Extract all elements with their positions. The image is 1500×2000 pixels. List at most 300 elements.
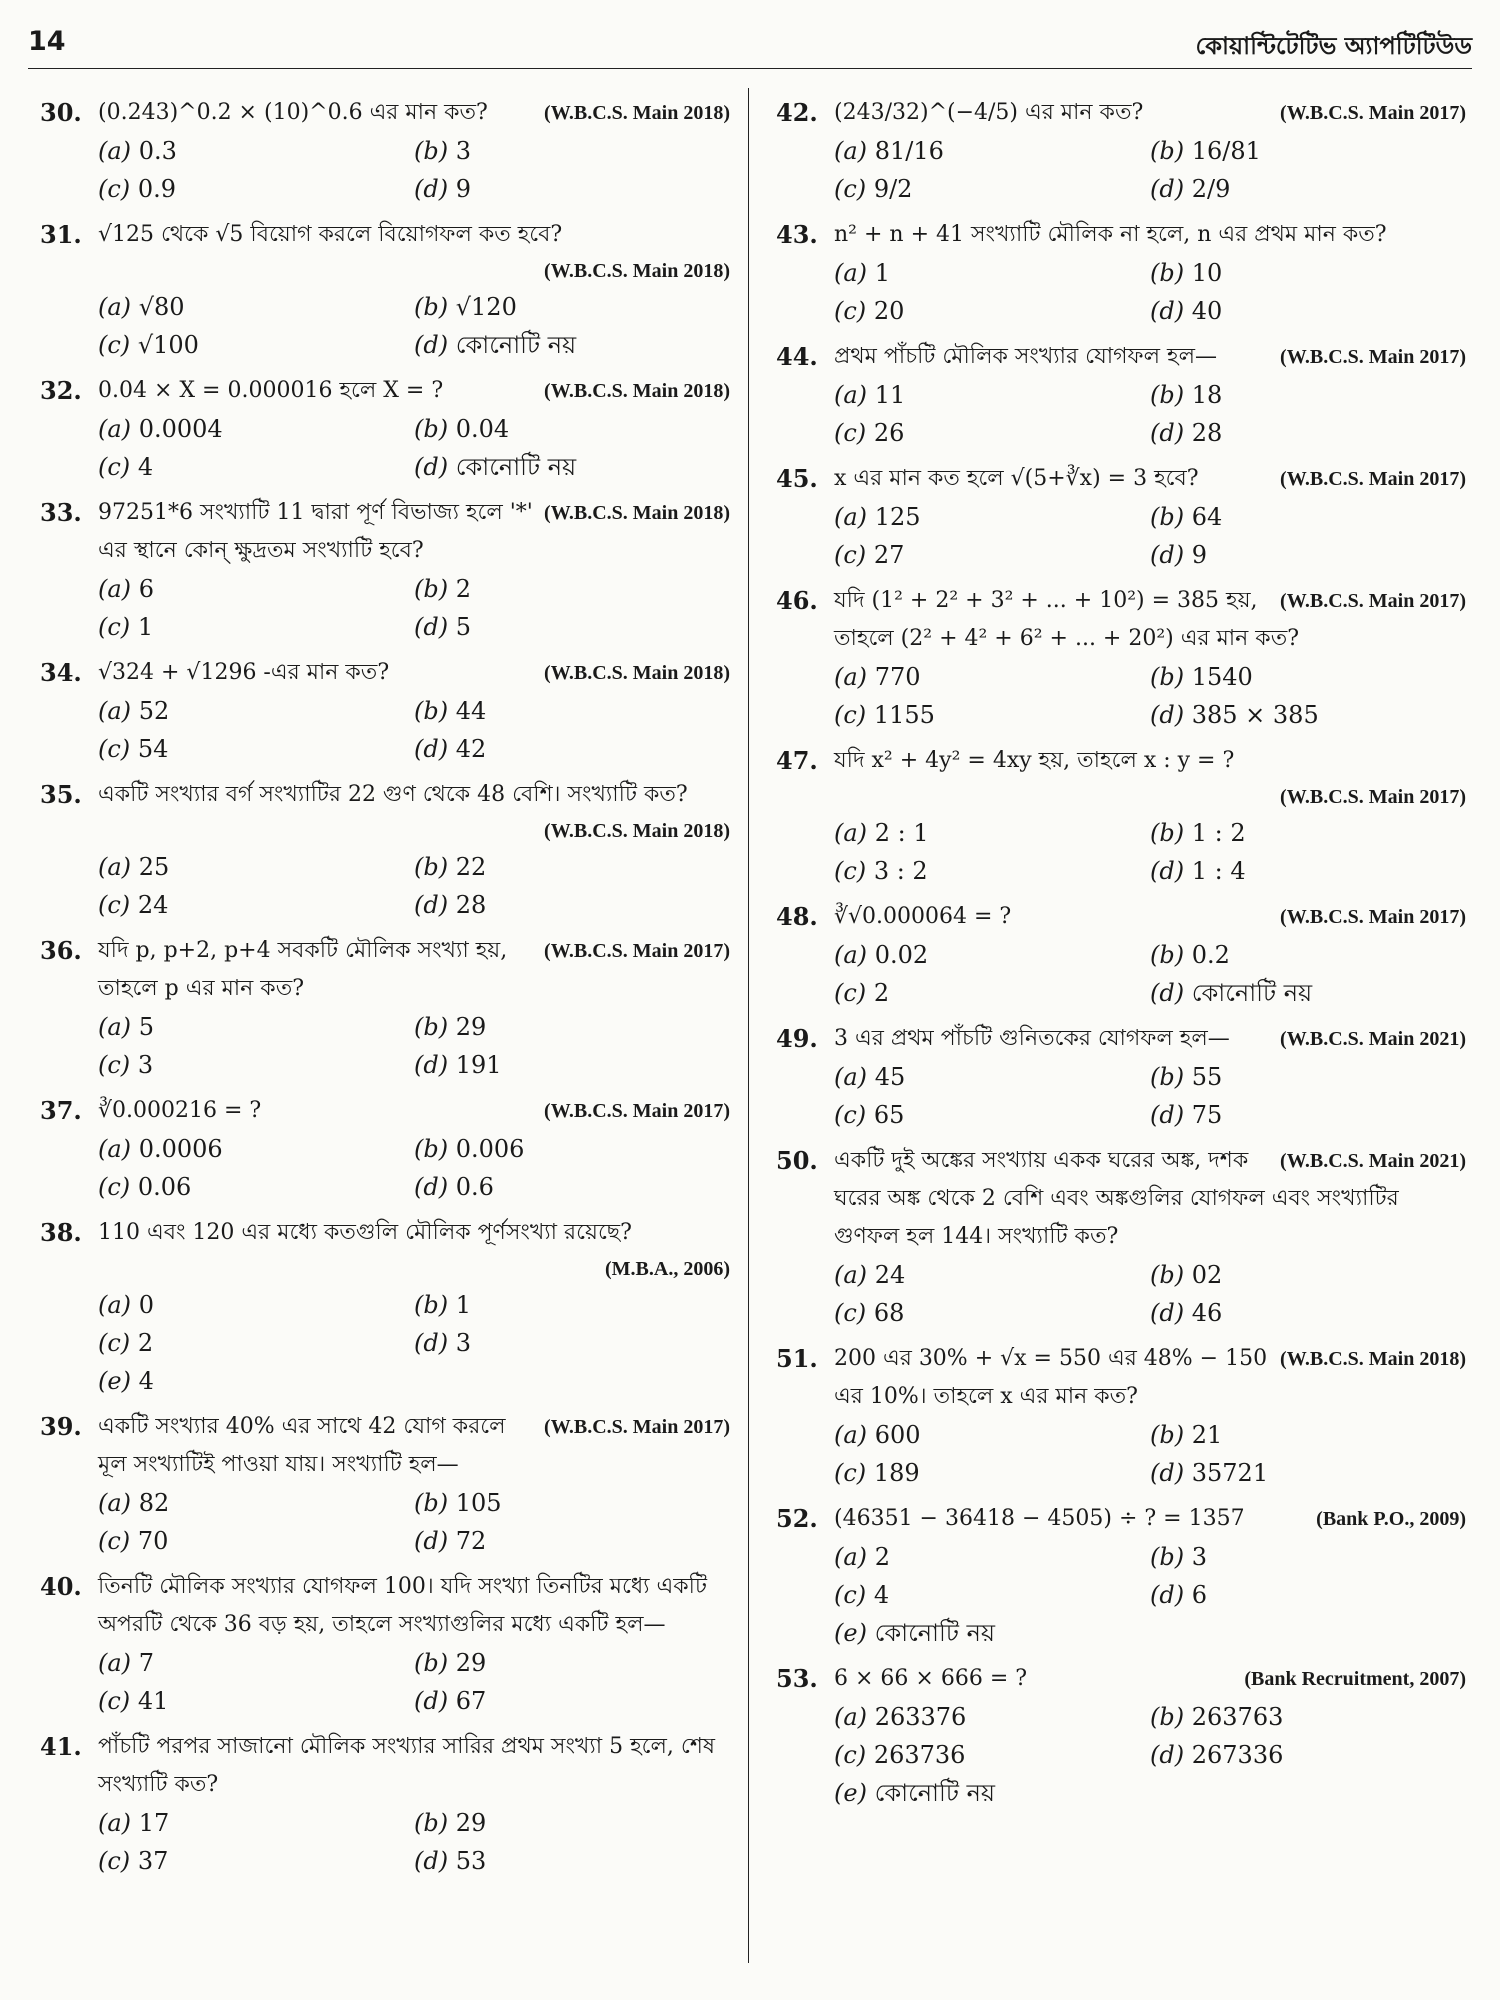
options-list [834,1256,1466,1332]
option-value: কোনোটি নয় [455,453,577,481]
option-value: 26 [873,419,905,447]
option [98,410,414,448]
option-label: (a) [834,503,868,531]
question-number: 31. [40,220,82,249]
option [98,730,414,768]
option-value: 0.0004 [138,415,223,443]
question-text: ∛√0.000064 = ? [834,904,1012,929]
option [98,1362,414,1400]
option-label: (d) [1150,701,1185,729]
option-label: (d) [414,453,449,481]
option [834,254,1150,292]
option-value: 0.02 [874,941,929,969]
question-52 [776,1500,1466,1652]
option [1150,1256,1466,1294]
question-text: একটি সংখ্যার বর্গ সংখ্যাটির 22 গুণ থেকে 48 বেশি। সংখ্যাটি কত? [98,782,688,807]
option-label: (e) [98,1367,131,1395]
question-text-block [834,216,1466,254]
question-source: (Bank P.O., 2009) [1316,1508,1466,1530]
question-text-block [98,1092,730,1130]
option-label: (b) [1150,1261,1185,1289]
option-value: 770 [874,663,921,691]
option-label: (d) [414,175,449,203]
column-divider [748,88,749,1963]
question-text: x এর মান কত হলে √(5+∛x) = 3 হবে? [834,466,1199,491]
option-label: (b) [1150,259,1185,287]
option [834,1538,1150,1576]
option-value: 0.9 [137,175,176,203]
option [414,1286,730,1324]
option-label: (a) [98,697,132,725]
option [98,1842,414,1880]
option-value: 2 [455,575,472,603]
option [414,132,730,170]
option-value: 24 [137,891,169,919]
option-value: 263736 [873,1741,966,1769]
question-text: তিনটি মৌলিক সংখ্যার যোগফল 100। যদি সংখ্যা তিনটির মধ্যে একটি অপরটি থেকে 36 বড় হয়, তাহলে সংখ্যাগুলির মধ্যে একটি হল— [98,1574,707,1637]
option-value: 9 [455,175,472,203]
option-value: 2 : 1 [874,819,929,847]
question-text: 97251*6 সংখ্যাটি 11 দ্বারা পূর্ণ বিভাজ্য হলে '*' এর স্থানে কোন্ ক্ষুদ্রতম সংখ্যাটি হবে? [98,500,533,563]
option-label: (b) [414,1291,449,1319]
options-list [98,848,730,924]
question-text: (46351 − 36418 − 4505) ÷ ? = 1357 [834,1506,1245,1531]
question-51 [776,1340,1466,1492]
option-label: (b) [1150,1543,1185,1571]
header-rule [28,68,1472,69]
question-source: (W.B.C.S. Main 2017) [544,1416,730,1438]
question-number: 45. [776,464,818,493]
option-label: (c) [98,1527,131,1555]
options-list [98,288,730,364]
option [1150,936,1466,974]
option [414,570,730,608]
option [834,936,1150,974]
question-42 [776,94,1466,208]
options-list [834,1538,1466,1652]
question-source: (W.B.C.S. Main 2017) [1280,102,1466,124]
option-value: 2/9 [1191,175,1231,203]
left-column [40,94,730,1888]
option-value: 125 [874,503,921,531]
question-text: (0.243)^0.2 × (10)^0.6 এর মান কত? [98,100,488,125]
question-text-block [834,1142,1466,1256]
option-value: 10 [1191,259,1223,287]
option [1150,1538,1466,1576]
option-label: (c) [834,175,867,203]
option-value: 27 [873,541,905,569]
option-label: (a) [98,853,132,881]
option-label: (c) [834,857,867,885]
question-text: একটি দুই অঙ্কের সংখ্যায় একক ঘরের অঙ্ক, দশক ঘরের অঙ্ক থেকে 2 বেশি এবং অঙ্কগুলির যোগফল এবং সংখ্যাটির গুণফল হল 144। সংখ্যাটি কত? [834,1148,1399,1249]
option [1150,1454,1466,1492]
option-value: 41 [137,1687,169,1715]
option-label: (c) [834,1741,867,1769]
option-label: (a) [834,1261,868,1289]
question-43 [776,216,1466,330]
option-value: কোনোটি নয় [1191,979,1313,1007]
option [1150,254,1466,292]
option-value: 70 [137,1527,169,1555]
option-label: (d) [1150,1581,1185,1609]
option-label: (b) [414,415,449,443]
question-source: (W.B.C.S. Main 2018) [1280,1348,1466,1370]
option [98,692,414,730]
question-number: 36. [40,936,82,965]
option-value: 105 [455,1489,502,1517]
option [1150,376,1466,414]
option-value: 0.3 [138,137,177,165]
options-list [98,1804,730,1880]
option [414,886,730,924]
question-40 [40,1568,730,1720]
option [834,376,1150,414]
question-source: (W.B.C.S. Main 2018) [544,502,730,524]
option-label: (b) [414,1013,449,1041]
option-label: (b) [1150,819,1185,847]
option [414,608,730,646]
question-text-block [98,94,730,132]
options-list [98,692,730,768]
option-label: (a) [834,381,868,409]
question-text: পাঁচটি পরপর সাজানো মৌলিক সংখ্যার সারির প্রথম সংখ্যা 5 হলে, শেষ সংখ্যাটি কত? [98,1734,715,1797]
question-text-block [98,216,730,254]
option [834,1736,1150,1774]
question-text: প্রথম পাঁচটি মৌলিক সংখ্যার যোগফল হল— [834,344,1217,369]
option-value: 28 [1191,419,1223,447]
option [98,1682,414,1720]
option [98,132,414,170]
options-list [834,132,1466,208]
question-text-block [98,932,730,1008]
option [834,1416,1150,1454]
option-label: (d) [414,1847,449,1875]
question-number: 42. [776,98,818,127]
option-label: (b) [414,575,449,603]
question-text-block [98,1214,730,1252]
question-text: 3 এর প্রথম পাঁচটি গুনিতকের যোগফল হল— [834,1026,1230,1051]
option [98,448,414,486]
options-list [834,1698,1466,1812]
option-label: (b) [1150,1421,1185,1449]
question-source: (W.B.C.S. Main 2018) [544,260,730,282]
question-number: 50. [776,1146,818,1175]
option-value: 9/2 [873,175,913,203]
question-text: 6 × 66 × 666 = ? [834,1666,1028,1691]
question-text: (243/32)^(−4/5) এর মান কত? [834,100,1144,125]
option-label: (b) [1150,381,1185,409]
option [414,448,730,486]
option [414,1130,730,1168]
question-number: 37. [40,1096,82,1125]
question-text: যদি p, p+2, p+4 সবকটি মৌলিক সংখ্যা হয়, তাহলে p এর মান কত? [98,938,508,1001]
question-47 [776,742,1466,890]
question-number: 43. [776,220,818,249]
option-label: (a) [98,575,132,603]
option [414,1008,730,1046]
option-label: (a) [98,1489,132,1517]
option-value: কোনোটি নয় [874,1619,996,1647]
option-label: (c) [98,1173,131,1201]
option-value: 64 [1191,503,1223,531]
option-label: (c) [98,1329,131,1357]
question-source: (W.B.C.S. Main 2018) [544,662,730,684]
option [834,1294,1150,1332]
option-value: কোনোটি নয় [874,1779,996,1807]
options-list [98,570,730,646]
option-label: (c) [98,613,131,641]
options-list [834,936,1466,1012]
question-source: (W.B.C.S. Main 2017) [544,1100,730,1122]
option-label: (d) [1150,1101,1185,1129]
question-text-block [834,1500,1466,1538]
option [1150,658,1466,696]
question-39 [40,1408,730,1560]
option [98,1522,414,1560]
question-source: (M.B.A., 2006) [605,1258,730,1280]
option-label: (b) [414,137,449,165]
option-value: 53 [455,1847,487,1875]
question-text: ∛0.000216 = ? [98,1098,262,1123]
option [834,1774,1150,1812]
option-value: 4 [873,1581,890,1609]
option-label: (c) [98,891,131,919]
option-value: 67 [455,1687,487,1715]
option [98,1324,414,1362]
option [834,1454,1150,1492]
option [414,730,730,768]
question-text-block [98,1728,730,1804]
question-number: 35. [40,780,82,809]
options-list [98,410,730,486]
option [414,1324,730,1362]
option [834,292,1150,330]
option-value: 81/16 [874,137,944,165]
option [834,814,1150,852]
question-34 [40,654,730,768]
question-text-block [98,372,730,410]
option [834,974,1150,1012]
option [834,658,1150,696]
option-value: 46 [1191,1299,1223,1327]
question-text: একটি সংখ্যার 40% এর সাথে 42 যোগ করলে মূল সংখ্যাটিই পাওয়া যায়। সংখ্যাটি হল— [98,1414,506,1477]
question-number: 40. [40,1572,82,1601]
option-value: 24 [874,1261,906,1289]
option [98,886,414,924]
options-list [98,1644,730,1720]
option-value: কোনোটি নয় [455,331,577,359]
option-label: (c) [98,1051,131,1079]
option-label: (a) [98,1649,132,1677]
option [98,326,414,364]
question-text-block [834,742,1466,780]
option [834,1256,1150,1294]
options-list [98,1130,730,1206]
question-49 [776,1020,1466,1134]
options-list [98,1286,730,1400]
option-value: 3 [1191,1543,1208,1571]
question-48 [776,898,1466,1012]
option-label: (d) [414,1527,449,1555]
option-value: 45 [874,1063,906,1091]
option [1150,170,1466,208]
options-list [834,498,1466,574]
options-list [98,1484,730,1560]
option-value: 0.04 [455,415,510,443]
option [414,170,730,208]
option-value: 3 : 2 [873,857,928,885]
option-label: (b) [1150,1063,1185,1091]
option-label: (c) [834,701,867,729]
option [834,536,1150,574]
option-label: (d) [414,735,449,763]
option-value: 191 [455,1051,502,1079]
question-number: 44. [776,342,818,371]
option-value: 11 [874,381,906,409]
option-value: 82 [138,1489,170,1517]
options-list [834,376,1466,452]
option-label: (b) [414,697,449,725]
option [834,1698,1150,1736]
option-label: (d) [1150,1459,1185,1487]
right-column [776,94,1466,1820]
question-number: 52. [776,1504,818,1533]
option-value: √100 [137,331,199,359]
option [1150,814,1466,852]
option-value: 385 × 385 [1191,701,1319,729]
option-label: (d) [1150,541,1185,569]
option-value: 65 [873,1101,905,1129]
question-number: 51. [776,1344,818,1373]
option-value: 0.6 [455,1173,494,1201]
question-text-block [98,1408,730,1484]
option-value: 55 [1191,1063,1223,1091]
question-number: 47. [776,746,818,775]
options-list [834,1058,1466,1134]
option-label: (a) [98,293,132,321]
option-value: 0.06 [137,1173,192,1201]
option-label: (b) [414,1649,449,1677]
option [834,696,1150,734]
question-44 [776,338,1466,452]
option-label: (c) [834,297,867,325]
option [834,1614,1150,1652]
option-label: (a) [98,1135,132,1163]
option-label: (a) [834,941,868,969]
option-label: (b) [414,293,449,321]
option [1150,696,1466,734]
question-text: যদি x² + 4y² = 4xy হয়, তাহলে x : y = ? [834,748,1235,773]
option-label: (a) [98,137,132,165]
option-value: 1 [455,1291,472,1319]
question-text-block [98,776,730,814]
option [1150,536,1466,574]
option [1150,414,1466,452]
question-number: 41. [40,1732,82,1761]
option [414,1804,730,1842]
option [1150,852,1466,890]
option-value: 02 [1191,1261,1223,1289]
option [1150,1698,1466,1736]
option-label: (b) [1150,1703,1185,1731]
option-label: (c) [834,1459,867,1487]
page-title: কোয়ান্টিটেটিভ অ্যাপটিটিউড [1195,32,1472,60]
option [1150,1058,1466,1096]
option-label: (d) [1150,297,1185,325]
option-value: 22 [455,853,487,881]
options-list [834,814,1466,890]
option [834,170,1150,208]
option-value: 1 [137,613,154,641]
option-label: (b) [1150,663,1185,691]
option-label: (c) [834,1581,867,1609]
option-value: 0.2 [1191,941,1230,969]
option-value: 5 [138,1013,154,1041]
question-text-block [834,338,1466,376]
option [834,132,1150,170]
option-value: 0 [138,1291,154,1319]
option-label: (d) [1150,1299,1185,1327]
option-value: 17 [138,1809,170,1837]
question-source: (W.B.C.S. Main 2017) [1280,590,1466,612]
option-value: 75 [1191,1101,1223,1129]
option-label: (a) [834,259,868,287]
page-header [0,0,1500,70]
option-label: (a) [834,1063,868,1091]
option-value: √120 [455,293,517,321]
option [414,1168,730,1206]
question-41 [40,1728,730,1880]
option-value: 1540 [1191,663,1253,691]
option-value: 29 [455,1013,487,1041]
question-source: (W.B.C.S. Main 2017) [544,940,730,962]
option-label: (c) [98,735,131,763]
option [834,1576,1150,1614]
option-label: (c) [98,453,131,481]
question-number: 34. [40,658,82,687]
option-value: 68 [873,1299,905,1327]
question-text-block [834,1340,1466,1416]
question-source: (W.B.C.S. Main 2017) [1280,346,1466,368]
question-text: 200 এর 30% + √x = 550 এর 48% − 150 এর 10%। তাহলে x এর মান কত? [834,1346,1268,1409]
option-value: 3 [137,1051,154,1079]
option [98,1484,414,1522]
question-text: √324 + √1296 -এর মান কত? [98,660,390,685]
option-label: (b) [414,853,449,881]
option-label: (c) [98,175,131,203]
option-label: (d) [414,1173,449,1201]
option [98,1286,414,1324]
option-label: (b) [1150,941,1185,969]
option [834,852,1150,890]
option-label: (a) [98,1013,132,1041]
option-label: (d) [414,1051,449,1079]
question-source: (W.B.C.S. Main 2017) [1280,786,1466,808]
option-value: 29 [455,1649,487,1677]
option-label: (d) [414,331,449,359]
option [98,1046,414,1084]
option-label: (c) [834,541,867,569]
question-text: যদি (1² + 2² + 3² + ... + 10²) = 385 হয়, তাহলে (2² + 4² + 6² + ... + 20²) এর মান কত? [834,588,1299,651]
question-source: (W.B.C.S. Main 2018) [544,102,730,124]
question-text-block [834,1020,1466,1058]
question-31 [40,216,730,364]
option [1150,1294,1466,1332]
question-text-block [834,898,1466,936]
question-number: 30. [40,98,82,127]
option [98,1130,414,1168]
option-value: 37 [137,1847,169,1875]
